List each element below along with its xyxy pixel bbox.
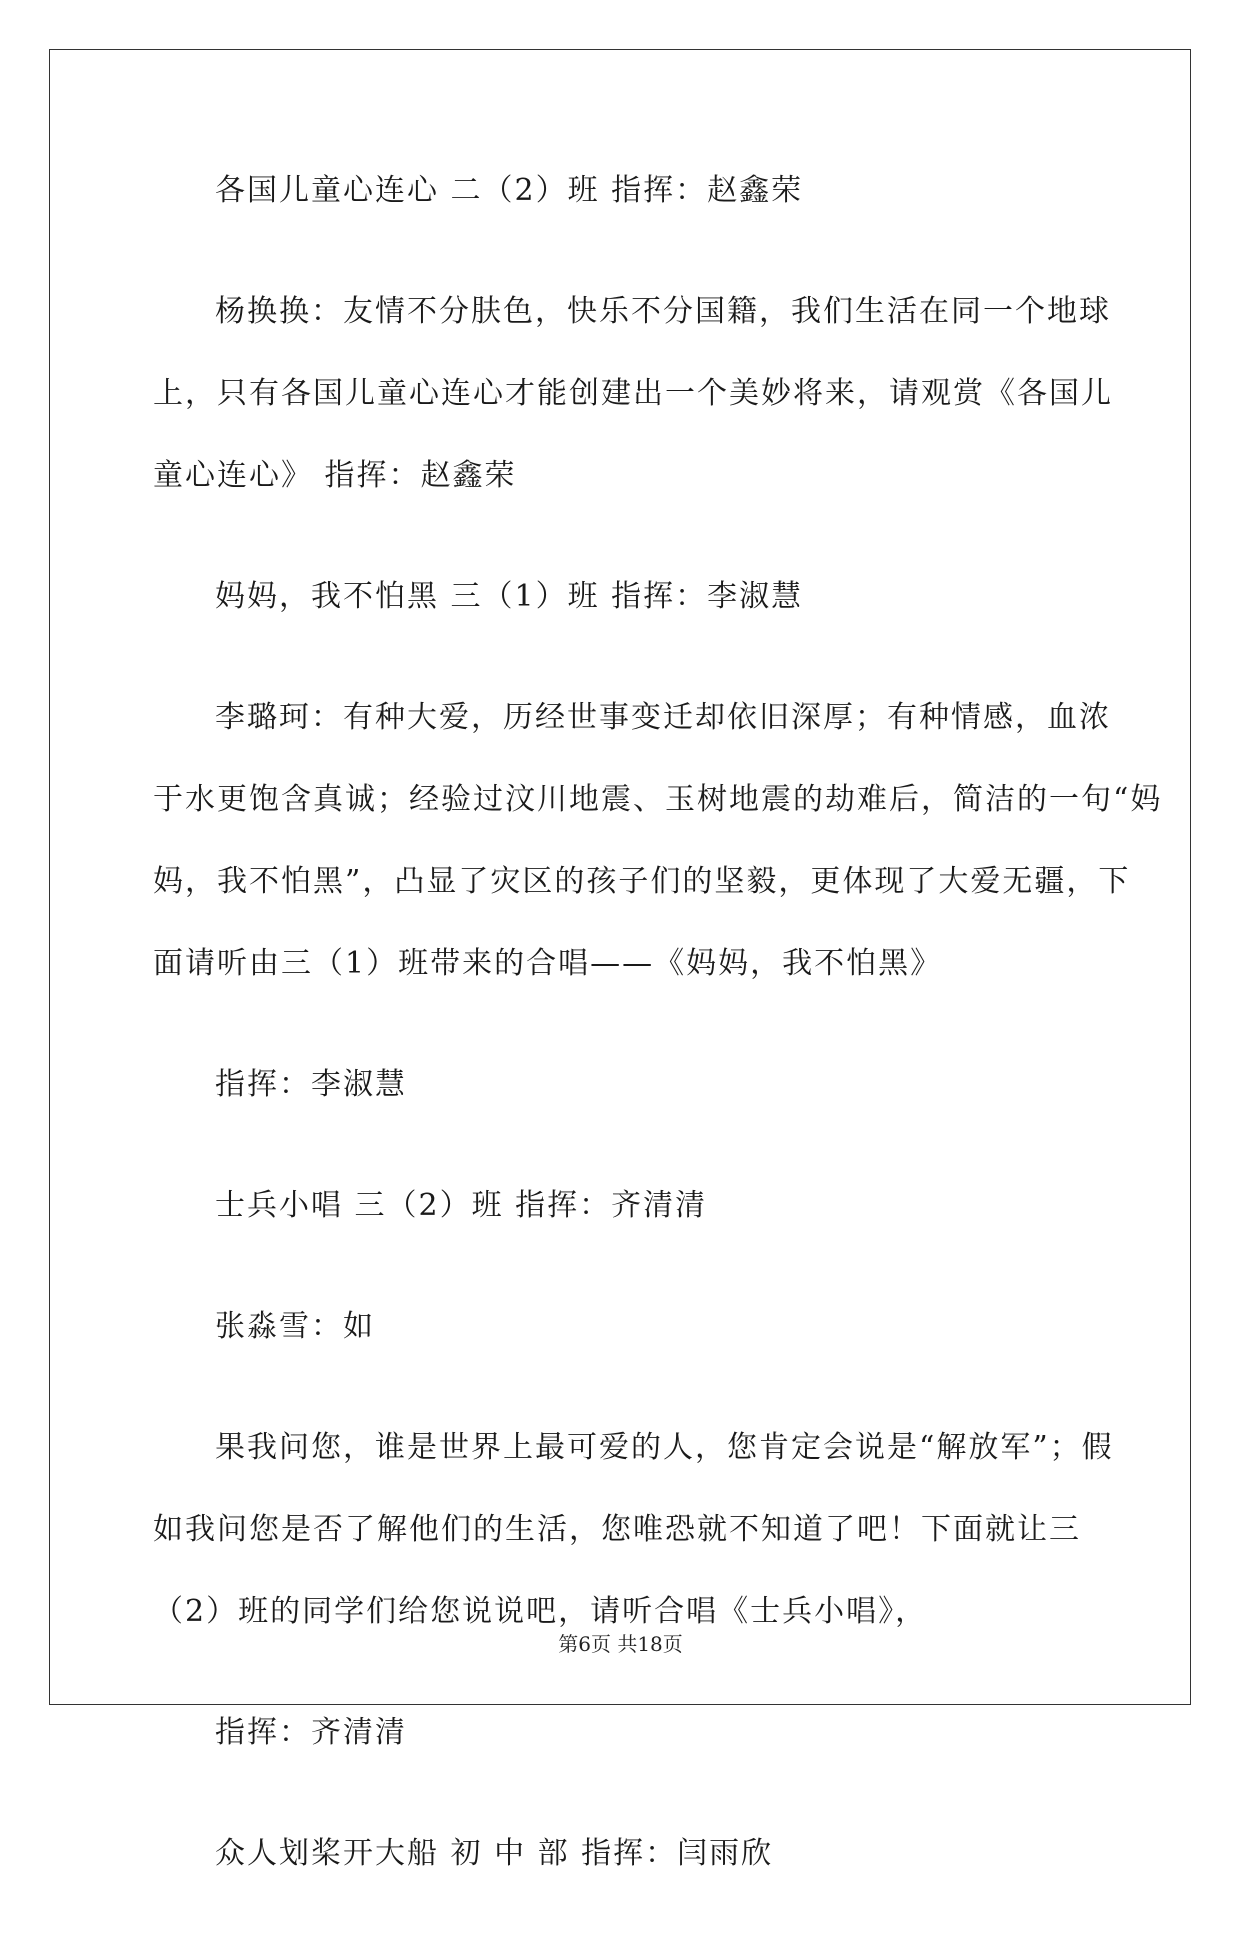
paragraph-conductor-3: [153, 1692, 1093, 1774]
paragraph-program-3: [153, 1165, 1093, 1247]
text-line: 张淼雪：如: [215, 1309, 375, 1344]
page-number-footer: 第6页 共18页: [558, 1632, 683, 1656]
text-line: 于水更饱含真诚；经验过汶川地震、玉树地震的劫难后，简洁的一句“妈: [153, 782, 1163, 817]
paragraph-host-intro-1: [153, 271, 1113, 517]
text-line: 面请听由三（1）班带来的合唱——《妈妈，我不怕黑》: [153, 946, 943, 981]
paragraph-program-4: [153, 1813, 1093, 1895]
text-line: 李璐珂：有种大爱，历经世事变迁却依旧深厚；有种情感，血浓: [215, 700, 1111, 735]
text-line: 各国儿童心连心 二（2）班 指挥：赵鑫荣: [215, 173, 804, 208]
text-line: 果我问您，谁是世界上最可爱的人，您肯定会说是“解放军”；假: [215, 1430, 1114, 1465]
paragraph-host-intro-2: [153, 677, 1163, 1005]
text-line: 如我问您是否了解他们的生活，您唯恐就不知道了吧！下面就让三: [153, 1512, 1081, 1547]
text-line: 众人划桨开大船 初 中 部 指挥：闫雨欣: [215, 1836, 774, 1871]
paragraph-host-name-3: [153, 1286, 1093, 1368]
paragraph-host-intro-3: [153, 1407, 1114, 1653]
text-line: 指挥：齐清清: [215, 1715, 407, 1750]
text-line: 指挥：李淑慧: [215, 1067, 407, 1102]
paragraph-program-2: [153, 556, 1093, 638]
text-line: 妈，我不怕黑”，凸显了灾区的孩子们的坚毅，更体现了大爱无疆，下: [153, 864, 1131, 899]
text-line: 妈妈，我不怕黑 三（1）班 指挥：李淑慧: [215, 579, 804, 614]
paragraph-program-1: [153, 150, 1093, 232]
paragraph-conductor-2: [153, 1044, 1093, 1126]
text-line: 上，只有各国儿童心连心才能创建出一个美妙将来，请观赏《各国儿: [153, 376, 1113, 411]
text-line: （2）班的同学们给您说说吧，请听合唱《士兵小唱》，: [153, 1594, 928, 1629]
text-line: 杨换换：友情不分肤色，快乐不分国籍，我们生活在同一个地球: [215, 294, 1111, 329]
text-line: 童心连心》 指挥：赵鑫荣: [153, 458, 517, 493]
document-body: [153, 150, 1163, 1934]
text-line: 士兵小唱 三（2）班 指挥：齐清清: [215, 1188, 708, 1223]
